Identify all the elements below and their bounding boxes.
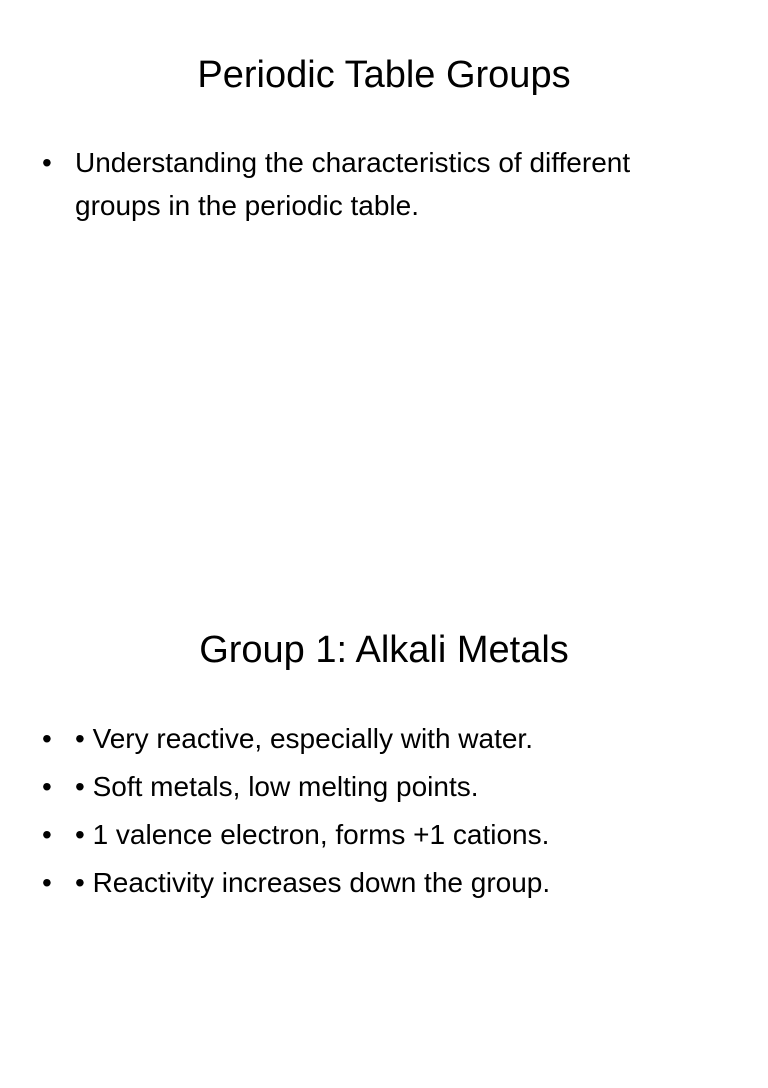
bullet-text: • 1 valence electron, forms +1 cations. (75, 819, 550, 850)
slide-1 (0, 0, 768, 512)
bullet-item (42, 141, 722, 227)
slide-title: Group 1: Alkali Metals (199, 629, 569, 671)
bullet-icon: • (42, 867, 52, 898)
bullet-item (42, 811, 722, 859)
slide-2 (0, 576, 768, 1088)
bullet-text: • Reactivity increases down the group. (75, 867, 551, 898)
bullet-icon: • (42, 771, 52, 802)
bullet-icon: • (42, 723, 52, 754)
bullet-text: Understanding the characteristics of different groups in the periodic table. (75, 147, 631, 221)
slide-title: Periodic Table Groups (197, 54, 571, 96)
bullet-item (42, 859, 722, 907)
bullet-list (42, 141, 722, 227)
bullet-icon: • (42, 147, 52, 178)
bullet-text: • Very reactive, especially with water. (75, 723, 533, 754)
bullet-text: • Soft metals, low melting points. (75, 771, 479, 802)
bullet-item (42, 715, 722, 763)
bullet-list (42, 715, 722, 907)
bullet-item (42, 763, 722, 811)
bullet-icon: • (42, 819, 52, 850)
